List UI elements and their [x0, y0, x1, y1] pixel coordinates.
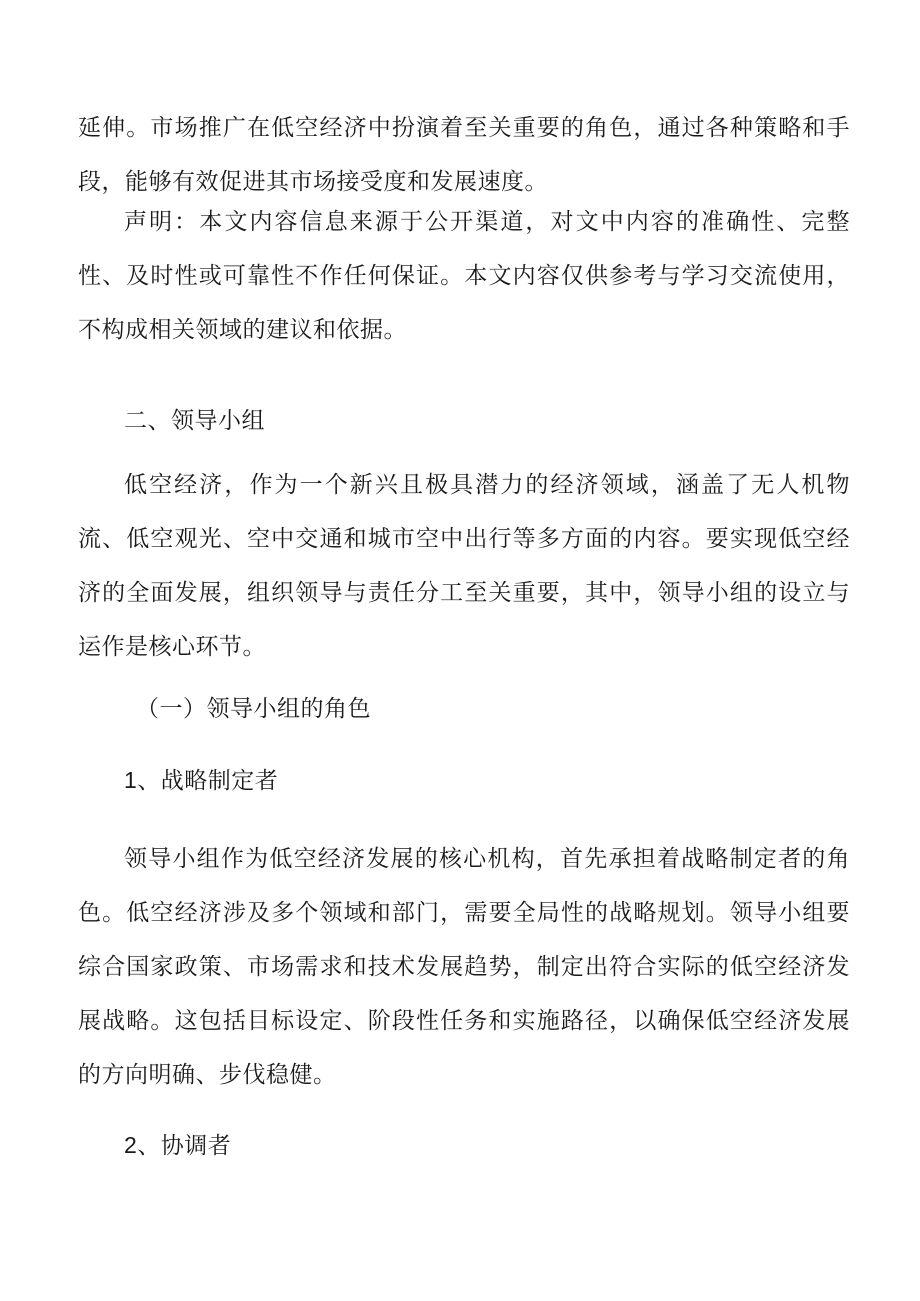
- item-heading-coordinator: [124, 1125, 231, 1166]
- item-title: 、协调者: [137, 1133, 232, 1159]
- paragraph-strategy-maker: 领导小组作为低空经济发展的核心机构，首先承担着战略制定者的角色。低空经济涉及多个领域和部门，需要全局性的战略规划。领导小组要综合国家政策、市场需求和技术发展趋势，制定出符合实际的低空经济发展战略。这包括目标设定、阶段性任务和实施路径，以确保低空经济发展的方向明确、步伐稳健。: [78, 846, 850, 1088]
- item-number: 1: [124, 767, 138, 793]
- subsection-heading-role: （一）领导小组的角色: [136, 696, 371, 722]
- item-number: 2: [124, 1132, 138, 1158]
- item-title: 、战略制定者: [137, 768, 279, 794]
- item-heading-strategy-maker: [124, 760, 278, 801]
- section-heading-leadership-group: 二、领导小组: [124, 408, 265, 434]
- paragraph-market-promotion: 延伸。市场推广在低空经济中扮演着至关重要的角色，通过各种策略和手段，能够有效促进其市场接受度和发展速度。: [78, 115, 850, 195]
- paragraph-low-altitude-economy-intro: 低空经济，作为一个新兴且极具潜力的经济领域，涵盖了无人机物流、低空观光、空中交通和城市空中出行等多方面的内容。要实现低空经济的全面发展，组织领导与责任分工至关重要，其中，领导小组的设立与运作是核心环节。: [78, 472, 850, 660]
- paragraph-disclaimer: 声明：本文内容信息来源于公开渠道，对文中内容的准确性、完整性、及时性或可靠性不作任何保证。本文内容仅供参考与学习交流使用，不构成相关领域的建议和依据。: [78, 209, 850, 343]
